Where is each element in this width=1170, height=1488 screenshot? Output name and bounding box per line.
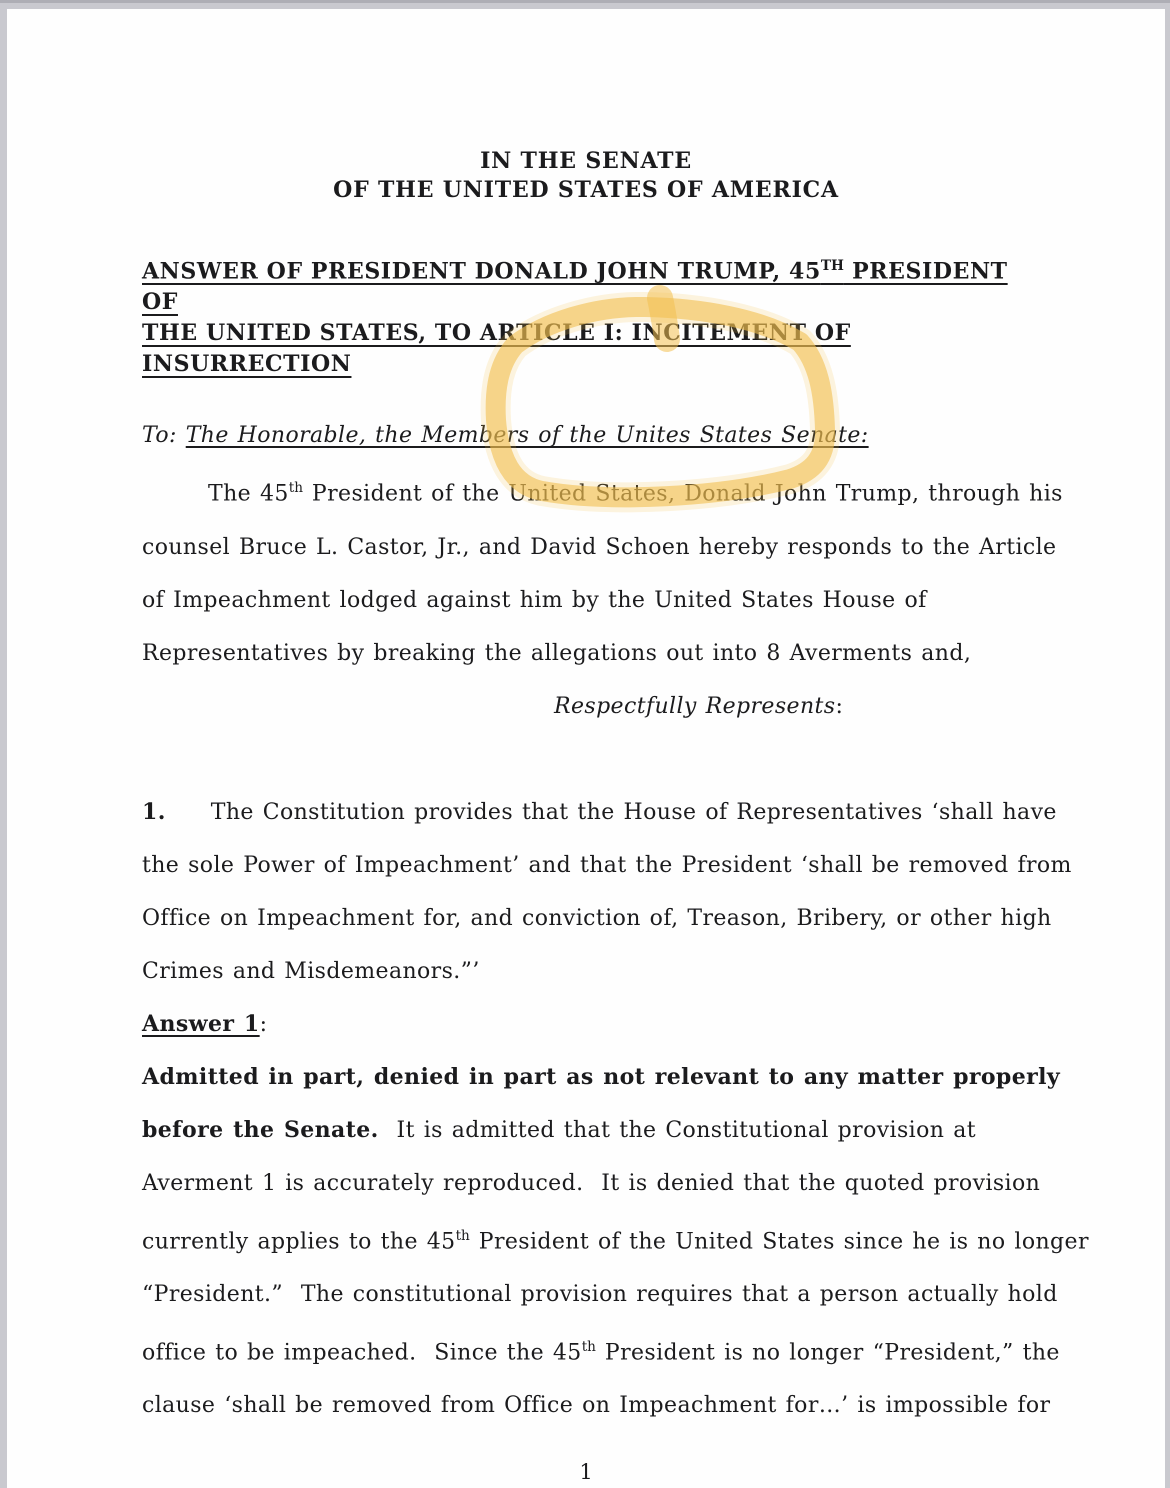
- text-segment: of Impeachment lodged against him by the United States House of: [142, 587, 927, 613]
- text-segment: 1.: [142, 798, 166, 825]
- text-segment: th: [455, 1227, 470, 1244]
- text-line: [142, 574, 1045, 627]
- text-segment: Answer 1: [142, 1010, 260, 1037]
- main-heading: [142, 251, 1045, 380]
- page-number: 1: [579, 1460, 593, 1485]
- text-segment: “President.” The constitutional provision requires that a person actually hold: [142, 1281, 1058, 1307]
- text-segment: counsel Bruce L. Castor, Jr., and David Schoen hereby responds to the Article: [142, 534, 1057, 560]
- text-line: [142, 627, 1045, 680]
- text-line: [142, 945, 1045, 998]
- text-segment: :: [259, 1011, 268, 1037]
- text-line: [142, 1268, 1058, 1321]
- text-line: [142, 409, 1045, 462]
- text-line: [142, 251, 1045, 318]
- text-line: [142, 462, 1063, 520]
- text-line: [142, 892, 1052, 945]
- text-segment: Representatives by breaking the allegations out into 8 Averments and,: [142, 640, 972, 666]
- text-line: [142, 1379, 1051, 1432]
- text-segment: th: [581, 1338, 596, 1355]
- text-segment: IN THE SENATE: [480, 148, 692, 174]
- text-segment: Respectfully Represents: [554, 693, 836, 719]
- text-segment: currently applies to the 45: [142, 1228, 456, 1254]
- document-body: [142, 409, 1089, 1432]
- text-segment: President of the United States since he is no longer: [469, 1228, 1089, 1254]
- text-line: [142, 680, 1045, 733]
- text-segment: Admitted in part, denied in part as not relevant to any matter properly: [142, 1063, 1061, 1090]
- text-segment: Office on Impeachment for, and conviction of, Treason, Bribery, or other high: [142, 905, 1052, 931]
- text-segment: th: [288, 480, 304, 497]
- court-title: [7, 147, 1165, 205]
- text-line: [142, 1157, 1045, 1210]
- text-segment: ANSWER OF PRESIDENT DONALD JOHN TRUMP, 45: [142, 258, 821, 285]
- text-segment: Averment 1 is accurately reproduced. It is denied that the quoted provision: [142, 1170, 1041, 1196]
- text-segment: Crimes and Misdemeanors.”’: [142, 958, 480, 984]
- text-segment: before the Senate.: [142, 1116, 379, 1143]
- text-line: [142, 521, 1057, 574]
- text-line: [7, 147, 1165, 176]
- text-segment: TH: [820, 258, 844, 274]
- text-line: [142, 733, 1045, 786]
- document-page: [7, 9, 1165, 1488]
- text-segment: THE UNITED STATES, TO ARTICLE I: INCITEMENT OF INSURRECTION: [142, 320, 851, 378]
- text-line: [142, 998, 1045, 1051]
- text-segment: The 45: [208, 481, 289, 507]
- text-line: [142, 839, 1072, 892]
- text-line: [142, 786, 1057, 839]
- text-segment: It is admitted that the Constitutional provision at: [378, 1117, 976, 1143]
- text-segment: The Constitution provides that the House of Representatives ‘shall have: [210, 799, 1057, 825]
- text-line: [142, 318, 1045, 380]
- text-segment: OF THE UNITED STATES OF AMERICA: [333, 177, 839, 203]
- text-line: [142, 1051, 1061, 1104]
- text-segment: clause ‘shall be removed from Office on Impeachment for…’ is impossible for: [142, 1393, 1051, 1419]
- text-segment: To:: [142, 423, 186, 449]
- text-segment: President is no longer “President,” the: [595, 1340, 1060, 1366]
- text-segment: :: [835, 693, 844, 719]
- text-line: [142, 1104, 1045, 1157]
- text-segment: the sole Power of Impeachment’ and that the President ‘shall be removed from: [142, 852, 1072, 878]
- text-segment: The Honorable, the Members of the Unites States Senate:: [185, 423, 869, 449]
- text-line: [7, 176, 1165, 205]
- text-segment: PRESIDENT OF: [142, 258, 1008, 316]
- text-segment: office to be impeached. Since the 45: [142, 1340, 582, 1366]
- text-line: [142, 1210, 1089, 1268]
- text-segment: President of the United States, Donald John Trump, through his: [303, 481, 1063, 507]
- text-line: [142, 1321, 1060, 1379]
